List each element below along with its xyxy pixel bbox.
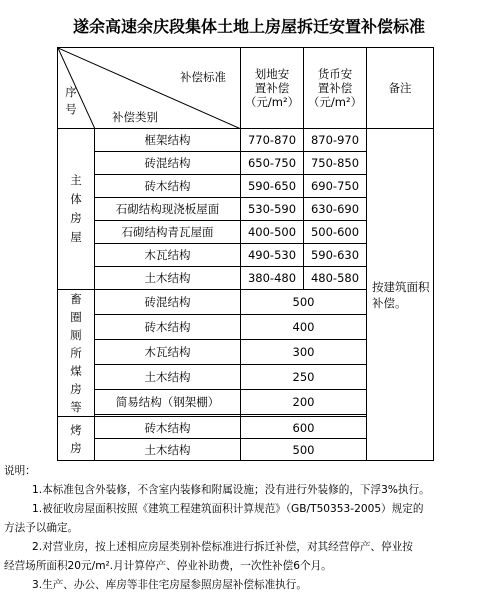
cell-type: 石砌结构青瓦屋面 <box>95 221 241 244</box>
cell-value: 400 <box>241 314 367 339</box>
cell-type: 框架结构 <box>95 129 241 152</box>
cell-type: 砖混结构 <box>95 152 241 175</box>
note-3: 2.对营业房，按上述相应房屋类别补偿标准进行拆迁补偿，对其经营停产、停业按 <box>32 541 413 553</box>
header-land-line: 置补偿 <box>254 81 290 95</box>
cell-money: 590-630 <box>304 244 367 267</box>
cell-type: 砖混结构 <box>95 290 241 315</box>
note-2: 1.被征收房屋面积按照《建筑工程建筑面积计算规范》（GB/T50353-2005）规定的 <box>32 503 424 515</box>
cell-type: 简易结构（钢架棚） <box>95 389 241 414</box>
cell-type: 木瓦结构 <box>95 244 241 267</box>
header-land-compensation <box>241 48 304 129</box>
cell-value: 200 <box>241 389 367 414</box>
note-1: 1.本标准包含外装修，不含室内装修和附属设施；没有进行外装修的，下浮3%执行。 <box>32 484 430 496</box>
cell-type: 土木结构 <box>95 364 241 389</box>
compensation-table <box>57 47 434 461</box>
remark-cell <box>367 129 434 461</box>
cell-money: 750-850 <box>304 152 367 175</box>
header-category: 补偿类别 <box>112 110 158 124</box>
header-seq: 序号 <box>65 85 77 116</box>
table-header-row <box>58 48 434 129</box>
remark-text: 按建筑面积补偿。 <box>372 279 430 310</box>
cell-type: 土木结构 <box>95 439 241 461</box>
header-remark: 备注 <box>367 48 434 129</box>
cell-land: 530-590 <box>241 198 304 221</box>
cell-land: 380-480 <box>241 267 304 290</box>
header-land-line: （元/m²） <box>244 95 300 109</box>
cell-type: 木瓦结构 <box>95 339 241 364</box>
diagonal-header-cell <box>58 48 241 129</box>
cell-type: 土木结构 <box>95 267 241 290</box>
group-bake-label: 烤房 <box>58 417 95 461</box>
cell-value: 300 <box>241 339 367 364</box>
note-2-cont: 方法予以确定。 <box>4 522 79 534</box>
cell-land: 590-650 <box>241 175 304 198</box>
cell-land: 490-530 <box>241 244 304 267</box>
header-money-compensation <box>304 48 367 129</box>
notes-heading: 说明： <box>4 465 36 477</box>
header-money-line: （元/m²） <box>307 95 363 109</box>
note-3-cont: 经营场所面积20元/m².月计算停产、停业补助费，一次性补偿6个月。 <box>4 560 332 572</box>
header-compensation-standard: 补偿标准 <box>180 70 226 84</box>
cell-money: 630-690 <box>304 198 367 221</box>
notes-section <box>4 462 494 595</box>
cell-money: 870-970 <box>304 129 367 152</box>
cell-money: 500-600 <box>304 221 367 244</box>
cell-value: 500 <box>241 439 367 461</box>
table-row <box>58 129 434 152</box>
cell-value: 600 <box>241 417 367 439</box>
cell-land: 400-500 <box>241 221 304 244</box>
document-title: 遂余高速余庆段集体土地上房屋拆迁安置补偿标准 <box>72 17 425 36</box>
cell-type: 砖木结构 <box>95 417 241 439</box>
cell-type: 砖木结构 <box>95 175 241 198</box>
header-money-line: 货币安 <box>317 67 353 81</box>
cell-type: 石砌结构现浇板屋面 <box>95 198 241 221</box>
group-main-label: 主体房屋 <box>58 129 95 290</box>
cell-money: 690-750 <box>304 175 367 198</box>
cell-land: 650-750 <box>241 152 304 175</box>
cell-value: 250 <box>241 364 367 389</box>
cell-land: 770-870 <box>241 129 304 152</box>
header-money-line: 置补偿 <box>317 81 353 95</box>
note-4: 3.生产、办公、库房等非住宅房屋参照房屋补偿标准执行。 <box>32 579 307 591</box>
cell-value: 500 <box>241 290 367 315</box>
header-land-line: 划地安 <box>254 67 290 81</box>
cell-money: 480-580 <box>304 267 367 290</box>
group-aux-label: 畜圈厕所煤房等 <box>58 290 95 417</box>
cell-type: 砖木结构 <box>95 314 241 339</box>
